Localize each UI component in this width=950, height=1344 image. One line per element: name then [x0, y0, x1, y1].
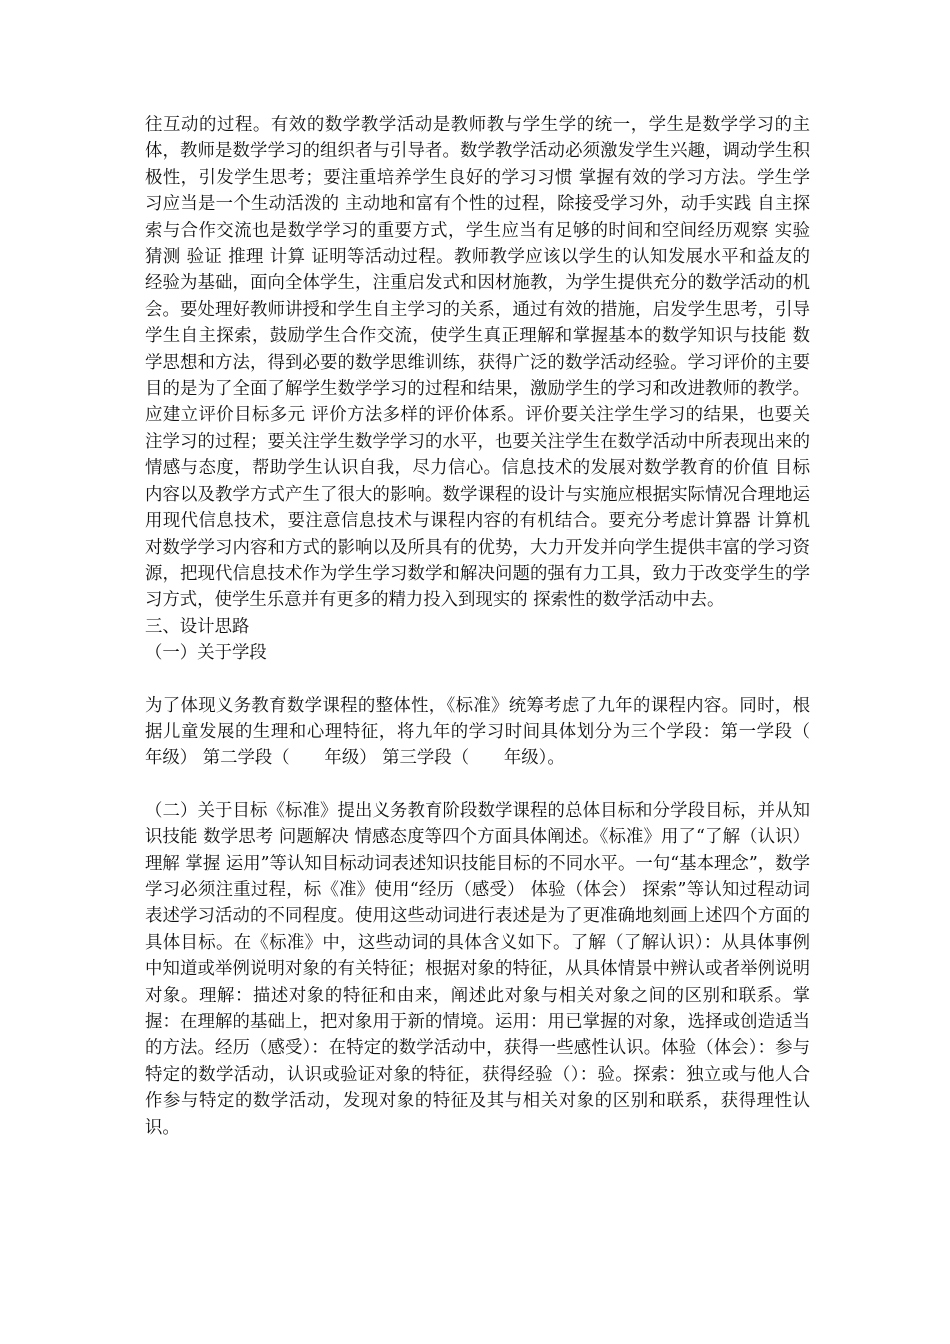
paragraph-goals: （二）关于目标《标准》提出义务教育阶段数学课程的总体目标和分学段目标，并从知识技能 数学思考 问题解决 情感态度等四个方面具体阐述。《标准》用了“了解（认识） 理解 掌握 运用”等认知目标动词表述知识技能目标的不同水平。一句“基本理念”，数学学习必须注重过程，标《准》使用“经历（感受） 体验（体会） 探索”等认知过程动词表述学习活动的不同程度。使用这些动词进行表述是为了更准确地刻画上述四个方面的具体目标。在《标准》中，这些动词的具体含义如下。了解（了解认识）：从具体事例中知道或举例说明对象的有关特征；根据对象的特征，从具体情景中辨认或者举例说明对象。理解：描述对象的特征和由来，阐述此对象与相关对象之间的区别和联系。掌握：在理解的基础上，把对象用于新的情境。运用：用已掌握的对象，选择或创造适当的方法。经历（感受）：在特定的数学活动中，获得一些感性认识。体验（体会）：参与特定的数学活动，认识或验证对象的特征，获得经验（）：验。探索：独立或与他人合作参与特定的数学活动，发现对象的特征及其与相关对象的区别和联系，获得理性认识。 [145, 800, 810, 1138]
paragraph-teaching-activities: 往互动的过程。有效的数学教学活动是教师教与学生学的统一，学生是数学学习的主体，教师是数学学习的组织者与引导者。数学教学活动必须激发学生兴趣，调动学生积极性，引发学生思考；要注重培养学生良好的学习习惯 掌握有效的学习方法。学生学习应当是一个生动活泼的 主动地和富有个性的过程，除接受学习外，动手实践 自主探索与合作交流也是数学学习的重要方式，学生应当有足够的时间和空间经历观察 实验 猜测 验证 推理 计算 证明等活动过程。教师教学应该以学生的认知发展水平和益友的经验为基础，面向全体学生，注重启发式和因材施教，为学生提供充分的数学活动的机会。要处理好教师讲授和学生自主学习的关系，通过有效的措施，启发学生思考，引导学生自主探索，鼓励学生合作交流，使学生真正理解和掌握基本的数学知识与技能 数学思想和方法，得到必要的数学思维训练，获得广泛的数学活动经验。学习评价的主要目的是为了全面了解学生数学学习的过程和结果，激励学生的学习和改进教师的教学。应建立评价目标多元 评价方法多样的评价体系。评价要关注学生学习的结果，也要关注学习的过程；要关注学生数学学习的水平，也要关注学生在数学活动中所表现出来的情感与态度，帮助学生认识自我，尽力信心。信息技术的发展对数学教育的价值 目标 内容以及教学方式产生了很大的影响。数学课程的设计与实施应根据实际情况合理地运用现代信息技术，要注意信息技术与课程内容的有机结合。要充分考虑计算器 计算机对数学学习内容和方式的影响以及所具有的优势，大力开发并向学生提供丰富的学习资源，把现代信息技术作为学生学习数学和解决问题的强有力工具，致力于改变学生的学习方式，使学生乐意并有更多的精力投入到现实的 探索性的数学活动中去。 [145, 115, 810, 611]
document-body [145, 112, 845, 1141]
section-heading-design-ideas: 三、设计思路 [145, 616, 250, 637]
subheading-stages: （一）关于学段 [145, 643, 267, 664]
paragraph-stages: 为了体现义务教育数学课程的整体性，《标准》统筹考虑了九年的课程内容。同时，根据儿童发展的生理和心理特征，将九年的学习时间具体划分为三个学段：第一学段（ 年级） 第二学段（ 年级） 第三学段（ 年级）。 [145, 695, 845, 769]
